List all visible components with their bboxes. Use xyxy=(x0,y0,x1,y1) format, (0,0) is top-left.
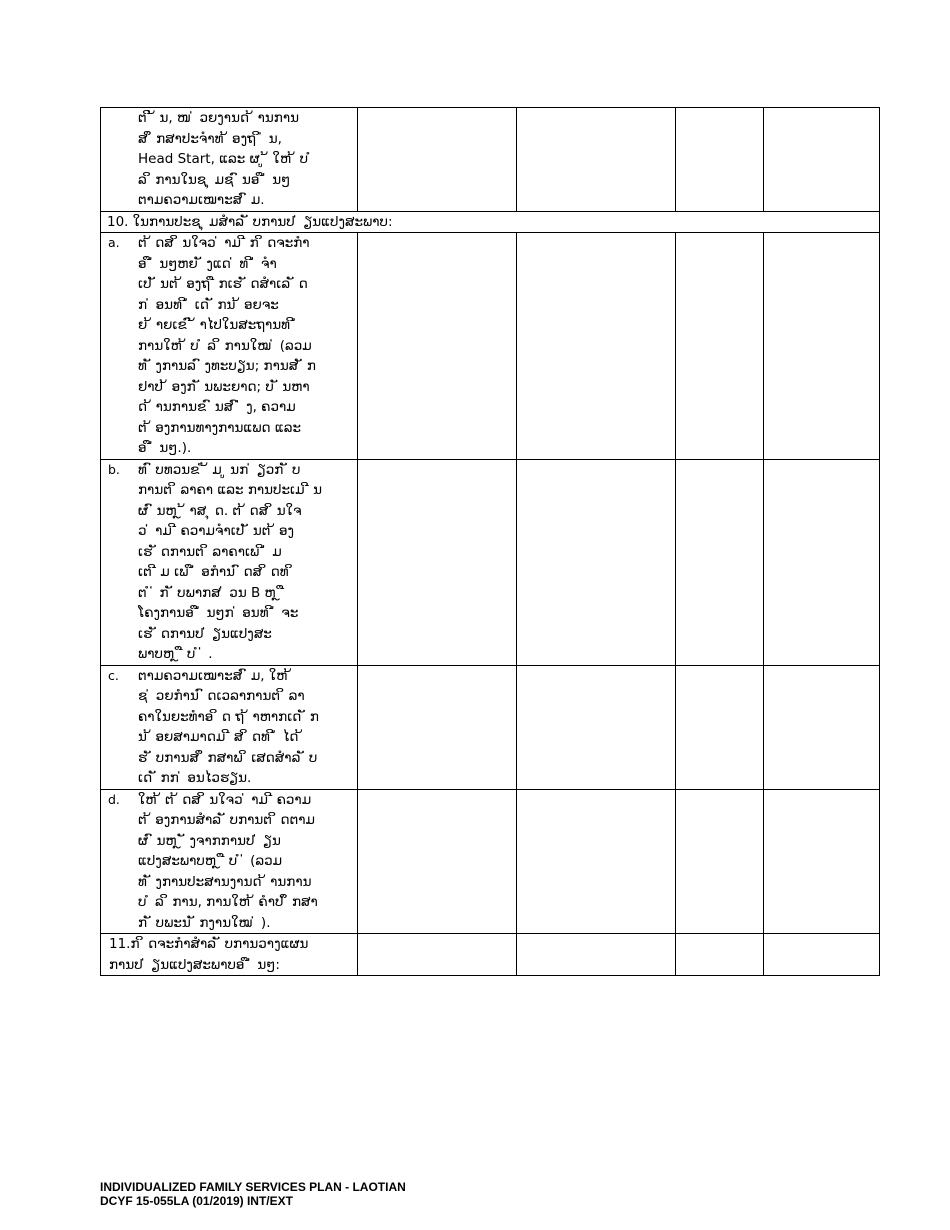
entry-cell[interactable] xyxy=(358,459,517,665)
entry-cell[interactable] xyxy=(358,233,517,460)
entry-cell[interactable] xyxy=(676,665,764,789)
table-row xyxy=(101,108,880,212)
activity-line: ກ ່ ອນທ ີ ່ ເດ ັ ກນ ້ ອຍຈະ xyxy=(138,296,279,313)
section-11-line: 11.ກ ິ ດຈະກຳສຳລ ັ ບການວາງແຜນ xyxy=(109,936,309,952)
entry-cell[interactable] xyxy=(358,934,517,976)
entry-cell[interactable] xyxy=(517,459,676,665)
table-row xyxy=(101,934,880,976)
activity-line: ທ ົ ບທວນຂ ໍ ້ ມ ູ ນກ ່ ຽວກ ັ ບ xyxy=(138,461,301,478)
section-10-heading xyxy=(101,211,880,233)
activity-line: ທ ັ ງການລ ົ ງທະບຽນ; ການສ ັ ກ xyxy=(138,358,316,374)
entry-cell[interactable] xyxy=(358,108,517,212)
entry-cell[interactable] xyxy=(676,459,764,665)
activity-cell xyxy=(101,789,358,934)
activity-line: ການຕ ິ ລາຄາ ແລະ ການປະເມ ີ ນ xyxy=(138,482,323,498)
activity-line: ສ ຶ ກສາປະຈຳທ ້ ອງຖ ິ ່ ນ, xyxy=(138,130,282,147)
transition-activities-table xyxy=(100,107,880,976)
entry-cell[interactable] xyxy=(764,108,880,212)
entry-cell[interactable] xyxy=(676,789,764,934)
entry-cell[interactable] xyxy=(517,108,676,212)
activity-line: ເຕ ີ ມ ເພ ື ່ ອກຳນ ົ ດສ ິ ດທ ິ xyxy=(138,564,293,580)
activity-cell xyxy=(101,108,358,212)
item-marker: a. xyxy=(108,235,120,250)
table-row xyxy=(101,459,880,665)
section-11-line: ການປ ່ ຽນແປງສະພາບອ ື ່ ນໆ: xyxy=(109,956,280,973)
activity-line: ຕ ິ ້ ນ, ໜ ່ ວຍງານດ ້ ານການ xyxy=(138,110,299,126)
activity-line: ຕາມຄວາມເໝາະສ ົ ມ, ໃຫ ້ xyxy=(138,667,292,684)
item-marker: d. xyxy=(108,791,120,807)
activity-line: ອ ື ່ ນໆ.). xyxy=(138,440,192,456)
section-10-label: 10. ໃນການປະຊ ຸ ມສຳລ ັ ບການປ ່ ຽນແປງສະພາບ: xyxy=(107,213,393,230)
activity-line: ເປ ັ ນຕ ້ ອງຖ ື ກເຮ ັ ດສຳເລ ັ ດ xyxy=(138,276,308,292)
activity-line: ຜ ົ ນຫ ຼ ້ າສ ຸ ດ. ຕ ້ ດສ ິ ນໃຈ xyxy=(138,502,302,519)
activity-line: ຍ ້ າຍເຂ ົ ້ າໄປໃນສະຖານທ ີ ່ xyxy=(138,317,299,333)
activity-line: ໂຄງການອ ື ່ ນໆກ ່ ອນທ ີ ່ ຈະ xyxy=(138,605,299,621)
form-title: INDIVIDUALIZED FAMILY SERVICES PLAN - LAOTIAN xyxy=(100,1180,406,1194)
entry-cell[interactable] xyxy=(764,789,880,934)
activity-line: ນ ້ ອຍສາມາດມ ີ ສ ິ ດທ ີ ່ ໄດ ້ xyxy=(138,729,303,745)
activity-line: ຕ ້ ອງການທາງການແພດ ແລະ xyxy=(138,419,302,436)
activity-line: Head Start, ແລະ ຜ ູ ້ ໃຫ ້ ບ ໍ xyxy=(138,151,313,167)
entry-cell[interactable] xyxy=(517,233,676,460)
activity-line: ຕາມຄວາມເໝາະສ ົ ມ. xyxy=(138,192,265,208)
table-row xyxy=(101,789,880,934)
activity-line: ວ ່ າມ ີ ຄວາມຈຳເປ ັ ນຕ ້ ອງ xyxy=(138,523,295,539)
entry-cell[interactable] xyxy=(358,665,517,789)
entry-cell[interactable] xyxy=(517,665,676,789)
entry-cell[interactable] xyxy=(676,934,764,976)
entry-cell[interactable] xyxy=(676,108,764,212)
activity-line: ພາບຫ ຼ ື ບ ໍ ່ . xyxy=(138,646,213,662)
activity-cell xyxy=(101,233,358,460)
activity-line: ຄາໃນຍະທຳອ ິ ດ ຖ ້ າຫາກເດ ັ ກ xyxy=(138,708,319,725)
activity-line: ຮ ັ ບການສ ຶ ກສາພ ິ ເສດສຳລ ັ ບ xyxy=(138,749,318,766)
entry-cell[interactable] xyxy=(764,934,880,976)
activity-line: ຕ ້ ດສ ິ ນໃຈວ ່ າມ ີ ກ ິ ດຈະກຳ xyxy=(138,235,310,251)
activity-line: ຢາປ ້ ອງກ ັ ນພະຍາດ; ບ ັ ນຫາ xyxy=(138,378,310,395)
activity-line: ລ ິ ການໃນຊ ຸ ມຊ ົ ນອ ື ່ ນໆ xyxy=(138,171,291,188)
activity-line: ຊ ່ ວຍກຳນ ົ ດເວລາການຕ ິ ລາ xyxy=(138,688,305,704)
table-row xyxy=(101,665,880,789)
form-code: DCYF 15-055LA (01/2019) INT/EXT xyxy=(100,1194,293,1208)
section-header-row xyxy=(101,211,880,233)
entry-cell[interactable] xyxy=(676,233,764,460)
activity-cell xyxy=(101,934,358,976)
plan-form xyxy=(100,107,879,976)
activity-line: ຜ ົ ນຫ ຼ ັ ງຈາກການປ ່ ຽນ xyxy=(138,832,281,849)
activity-line: ດ ້ ານການຂ ົ ນສ ົ ່ ງ, ຄວາມ xyxy=(138,399,296,415)
entry-cell[interactable] xyxy=(517,934,676,976)
entry-cell[interactable] xyxy=(764,665,880,789)
activity-line: ແປງສະພາບຫ ຼ ື ບ ໍ ່ (ລວມ xyxy=(138,853,283,869)
activity-line: ເຮ ັ ດການຕ ິ ລາຄາເພ ີ ່ ມ xyxy=(138,543,282,560)
entry-cell[interactable] xyxy=(764,233,880,460)
entry-cell[interactable] xyxy=(358,789,517,934)
item-marker: b. xyxy=(108,461,120,477)
activity-line: ທ ັ ງການປະສານງານດ ້ ານການ xyxy=(138,873,312,890)
activity-line: ຕ ໍ ່ ກ ັ ບພາກສ ່ ວນ B ຫ ຼ ື xyxy=(138,584,285,601)
activity-cell xyxy=(101,665,358,789)
activity-line: ຕ ້ ອງການສຳລ ັ ບການຕ ິ ດຕາມ xyxy=(138,812,315,828)
activity-line: ອ ື ່ ນໆຫຍ ັ ງແດ ່ ທ ີ ່ ຈຳ xyxy=(138,255,277,272)
activity-line: ການໃຫ ້ ບ ໍ ລ ິ ການໃໝ ່ (ລວມ xyxy=(138,337,312,354)
entry-cell[interactable] xyxy=(764,459,880,665)
activity-line: ບ ໍ ລ ິ ການ, ການໃຫ ້ ຄຳປ ຶ ກສາ xyxy=(138,894,318,910)
form-footer xyxy=(100,1180,406,1208)
activity-line: ເດ ັ ກກ ່ ອນໄວຮຽນ. xyxy=(138,770,252,786)
item-marker: c. xyxy=(108,667,119,683)
activity-cell xyxy=(101,459,358,665)
table-row xyxy=(101,233,880,460)
entry-cell[interactable] xyxy=(517,789,676,934)
activity-line: ໃຫ ້ ຕ ້ ດສ ິ ນໃຈວ ່ າມ ີ ຄວາມ xyxy=(138,791,312,808)
activity-line: ກ ັ ບພະນ ັ ກງານໃໝ ່ ). xyxy=(138,914,271,931)
activity-line: ເຮ ັ ດການປ ່ ຽນແປງສະ xyxy=(138,625,272,642)
